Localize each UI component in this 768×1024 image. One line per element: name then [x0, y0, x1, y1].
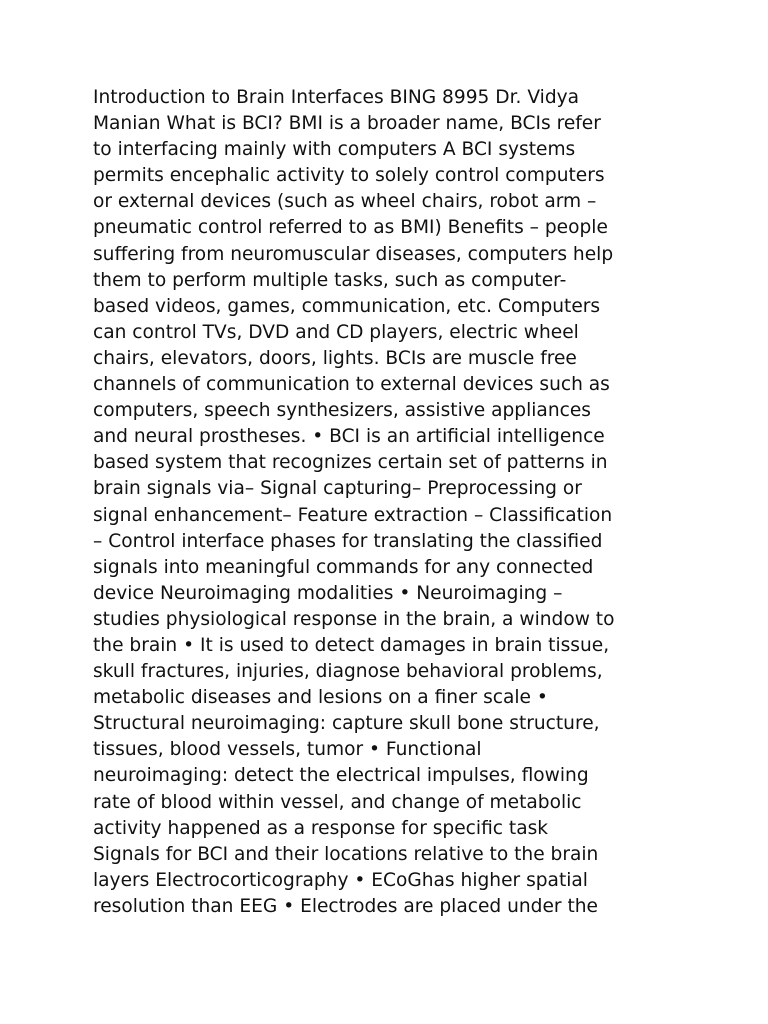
body-text: Introduction to Brain Interfaces BING 8995 Dr. Vidya Manian What is BCI? BMI is a broader name, BCIs refer to interfacing mainly with computers A BCI systems permits encephalic activity to solely control computers or external devices (such as wheel chairs, robot arm – pneumatic control referred to as BMI) Benefits – people suffering from neuromuscular diseases, computers help them to perform multiple tasks, such as computer- based videos, games, communication, etc. Computers can control TVs, DVD and CD players, electric wheel chairs, elevators, doors, lights. BCIs are muscle free channels of communication to external devices such as computers, speech synthesizers, assistive appliances and neural prostheses. • BCI is an artificial intelligence based system that recognizes certain set of patterns in brain signals via– Signal capturing– Preprocessing or signal enhancement– Feature extraction – Classification – Control interface phases for translating the classified signals into meaningful commands for any connected device Neuroimaging modalities • Neuroimaging – studies physiological response in the brain, a window to the brain • It is used to detect damages in brain tissue, skull fractures, injuries, diagnose behavioral problems, metabolic diseases and lesions on a finer scale • Structural neuroimaging: capture skull bone structure, tissues, blood vessels, tumor • Functional neuroimaging: detect the electrical impulses, flowing rate of blood within vessel, and change of metabolic activity happened as a response for specific task Signals for BCI and their locations relative to the brain layers Electrocorticography • ECoGhas higher spatial resolution than EEG • Electrodes are placed under the	[93, 87, 615, 917]
